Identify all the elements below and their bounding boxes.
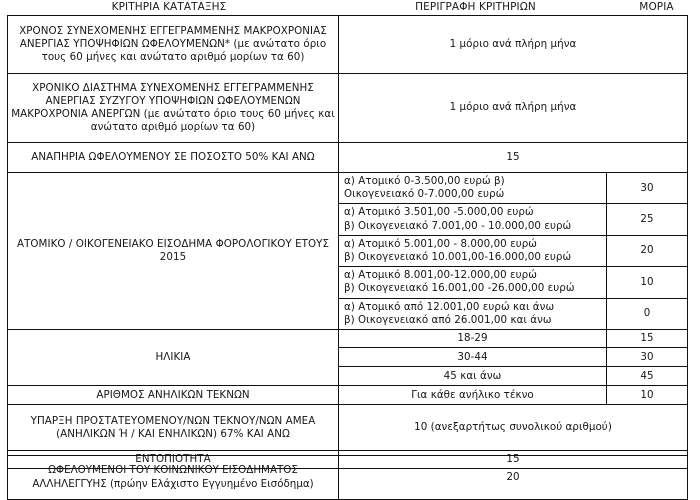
cell-description-income-bracket-3 (339, 235, 607, 266)
column-header-points: ΜΟΡΙΑ (639, 1, 674, 13)
table-row-solidarity-income (8, 456, 688, 500)
cell-points-income-bracket-2: 25 (607, 204, 688, 235)
cell-points-age-band-3: 45 (607, 367, 688, 386)
cell-description-income-bracket-2 (339, 204, 607, 235)
cell-criterion-solidarity-income: ΩΦΕΛΟΥΜΕΝΟΙ ΤΟΥ ΚΟΙΝΩΝΙΚΟΥ ΕΙΣΟΔΗΜΑΤΟΣ ΑΛΛΗΛΕΓΓΥΗΣ (πρώην Ελάχιστο Εγγυημένο Εισόδημα) (8, 456, 339, 500)
column-header-description: ΠΕΡΙΓΡΑΦΗ ΚΡΙΤΗΡΙΩΝ (415, 1, 536, 13)
criteria-table (7, 15, 688, 469)
table-column-headers (0, 0, 700, 15)
income-line-2: β) Οικογενειακό 16.001,00 -26.000,00 ευρώ (344, 282, 575, 295)
table-row-age-band-1 (8, 330, 688, 348)
cell-points-income-bracket-1: 30 (607, 173, 688, 204)
cell-description-solidarity-income: 20 (339, 456, 688, 500)
income-line-1: α) Ατομικό 0-3.500,00 ευρώ β) (344, 175, 505, 187)
income-line-1: α) Ατομικό 3.501,00 -5.000,00 ευρώ (344, 206, 534, 219)
column-header-criteria: ΚΡΙΤΗΡΙΑ ΚΑΤΑΤΑΞΗΣ (111, 1, 227, 13)
solidarity-income-table (7, 455, 688, 500)
cell-description-income-bracket-4 (339, 267, 607, 298)
income-line-2: β) Οικογενειακό από 26.001,00 και άνω (344, 313, 552, 326)
income-line-1: α) Ατομικό 8.001,00-12.000,00 ευρώ (344, 269, 537, 282)
cell-description-spouse-unemployment: 1 μόριο ανά πλήρη μήνα (339, 74, 688, 143)
income-line-2: β) Οικογενειακό 10.001,00-16.000,00 ευρώ (344, 251, 572, 264)
cell-criterion-locality: ΕΝΤΟΠΙΟΤΗΤΑ (8, 451, 339, 469)
cell-criterion-spouse-unemployment: ΧΡΟΝΙΚΟ ΔΙΑΣΤΗΜΑ ΣΥΝΕΧΟΜΕΝΗΣ ΕΓΓΕΓΡΑΜΜΕΝΗΣ ΑΝΕΡΓΙΑΣ ΣΥΖΥΓΟΥ ΥΠΟΨΗΦΙΩΝ ΩΦΕΛΟΥΜΕΝΩΝ ΜΑΚΡΟΧΡΟΝΙΑ ΑΝΕΡΓΩΝ (με ανώτατο όριο τους 60 μήνες και ανώτατο αριθμό μορίων τα 60) (8, 74, 339, 143)
cell-points-age-band-2: 30 (607, 348, 688, 367)
cell-points-minor-children: 10 (607, 386, 688, 405)
cell-criterion-age: ΗΛΙΚΙΑ (8, 330, 339, 386)
cell-criterion-disability: ΑΝΑΠΗΡΙΑ ΩΦΕΛΟΥΜΕΝΟΥ ΣΕ ΠΟΣΟΣΤΟ 50% ΚΑΙ ΑΝΩ (8, 143, 339, 173)
cell-description-income-bracket-5 (339, 298, 607, 329)
table-row-income-bracket-1 (8, 173, 688, 204)
cell-description-disabled-dependents: 10 (ανεξαρτήτως συνολικού αριθμού) (339, 405, 688, 451)
table-row-minor-children (8, 386, 688, 405)
cell-description-income-bracket-1 (339, 173, 607, 204)
income-line-1: α) Ατομικό από 12.001,00 ευρώ και άνω (344, 300, 555, 313)
income-line-1: α) Ατομικό 5.001,00 - 8.000,00 ευρώ (344, 237, 537, 250)
income-line-2: β) Οικογενειακό 7.001,00 - 10.000,00 ευρώ (344, 219, 572, 232)
cell-points-income-bracket-3: 20 (607, 235, 688, 266)
table-row-unemployment-duration (8, 16, 688, 74)
cell-points-age-band-1: 15 (607, 330, 688, 348)
cell-points-income-bracket-5: 0 (607, 298, 688, 329)
cell-description-locality: 15 (339, 451, 688, 469)
cell-criterion-disabled-dependents: ΥΠΑΡΞΗ ΠΡΟΣΤΑΤΕΥΟΜΕΝΟΥ/ΝΩΝ ΤΕΚΝΟΥ/ΝΩΝ ΑΜΕΑ (ΑΝΗΛΙΚΩΝ Ή / ΚΑΙ ΕΝΗΛΙΚΩΝ) 67% ΚΑΙ ΑΝΩ (8, 405, 339, 451)
cell-criterion-income: ΑΤΟΜΙΚΟ / ΟΙΚΟΓΕΝΕΙΑΚΟ ΕΙΣΟΔΗΜΑ ΦΟΡΟΛΟΓΙΚΟΥ ΕΤΟΥΣ 2015 (8, 173, 339, 330)
cell-description-unemployment-duration: 1 μόριο ανά πλήρη μήνα (339, 16, 688, 74)
income-line-2: Οικογενειακό 0-7.000,00 ευρώ (344, 188, 505, 201)
cell-points-income-bracket-4: 10 (607, 267, 688, 298)
cell-criterion-unemployment-duration: ΧΡΟΝΟΣ ΣΥΝΕΧΟΜΕΝΗΣ ΕΓΓΕΓΡΑΜΜΕΝΗΣ ΜΑΚΡΟΧΡΟΝΙΑΣ ΑΝΕΡΓΙΑΣ ΥΠΟΨΗΦΙΩΝ ΩΦΕΛΟΥΜΕΝΩΝ* (με ανώτατο όριο τους 60 μήνες και ανώτατο αριθμό μορίων τα 60) (8, 16, 339, 74)
table-row-disability (8, 143, 688, 173)
table-row-disabled-dependents (8, 405, 688, 451)
cell-description-age-band-3: 45 και άνω (339, 367, 607, 386)
cell-description-minor-children: Για κάθε ανήλικο τέκνο (339, 386, 607, 405)
cell-description-age-band-1: 18-29 (339, 330, 607, 348)
cell-description-disability: 15 (339, 143, 688, 173)
cell-criterion-minor-children: ΑΡΙΘΜΟΣ ΑΝΗΛΙΚΩΝ ΤΕΚΝΩΝ (8, 386, 339, 405)
table-row-spouse-unemployment (8, 74, 688, 143)
cell-description-age-band-2: 30-44 (339, 348, 607, 367)
